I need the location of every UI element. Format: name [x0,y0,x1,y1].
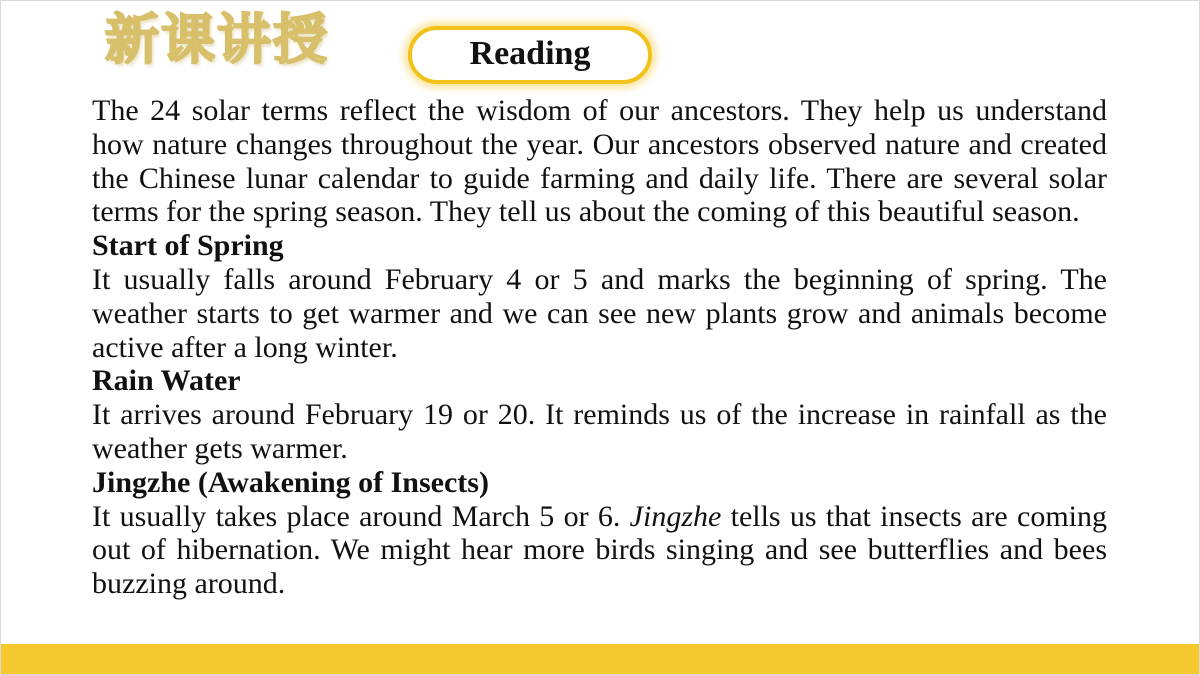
jingzhe-body-end: tells us that insects are coming out of hibernation. We might hear more birds singing and see butterflies and bees buzzing around. [92,499,1107,601]
section-body-start-of-spring: It usually falls around February 4 or 5 and marks the beginning of spring. The weather starts to get warmer and we can see new plants grow and animals become active after a long winter. [92,262,1107,364]
section-title: 新课讲授 [105,8,329,71]
bottom-accent-bar [1,644,1200,674]
article-body [92,94,1107,601]
jingzhe-body-start: It usually takes place around March 5 or 6. [92,499,630,533]
reading-badge-label: Reading [469,35,591,72]
section-heading-jingzhe: Jingzhe (Awakening of Insects) [92,465,489,499]
section-heading-start-of-spring: Start of Spring [92,229,284,263]
jingzhe-italic-term: Jingzhe [629,499,722,533]
section-heading-rain-water: Rain Water [92,364,241,398]
section-body-jingzhe [92,500,1107,601]
reading-badge [408,26,652,84]
intro-paragraph: The 24 solar terms reflect the wisdom of our ancestors. They help us understand how nature changes throughout the year. Our ancestors observed nature and created the Chinese lunar calendar to guide farming and daily life. There are several solar terms for the spring season. They tell us about the coming of this beautiful season. [92,94,1107,229]
section-body-rain-water: It arrives around February 19 or 20. It reminds us of the increase in rainfall as the weather gets warmer. [92,398,1107,465]
